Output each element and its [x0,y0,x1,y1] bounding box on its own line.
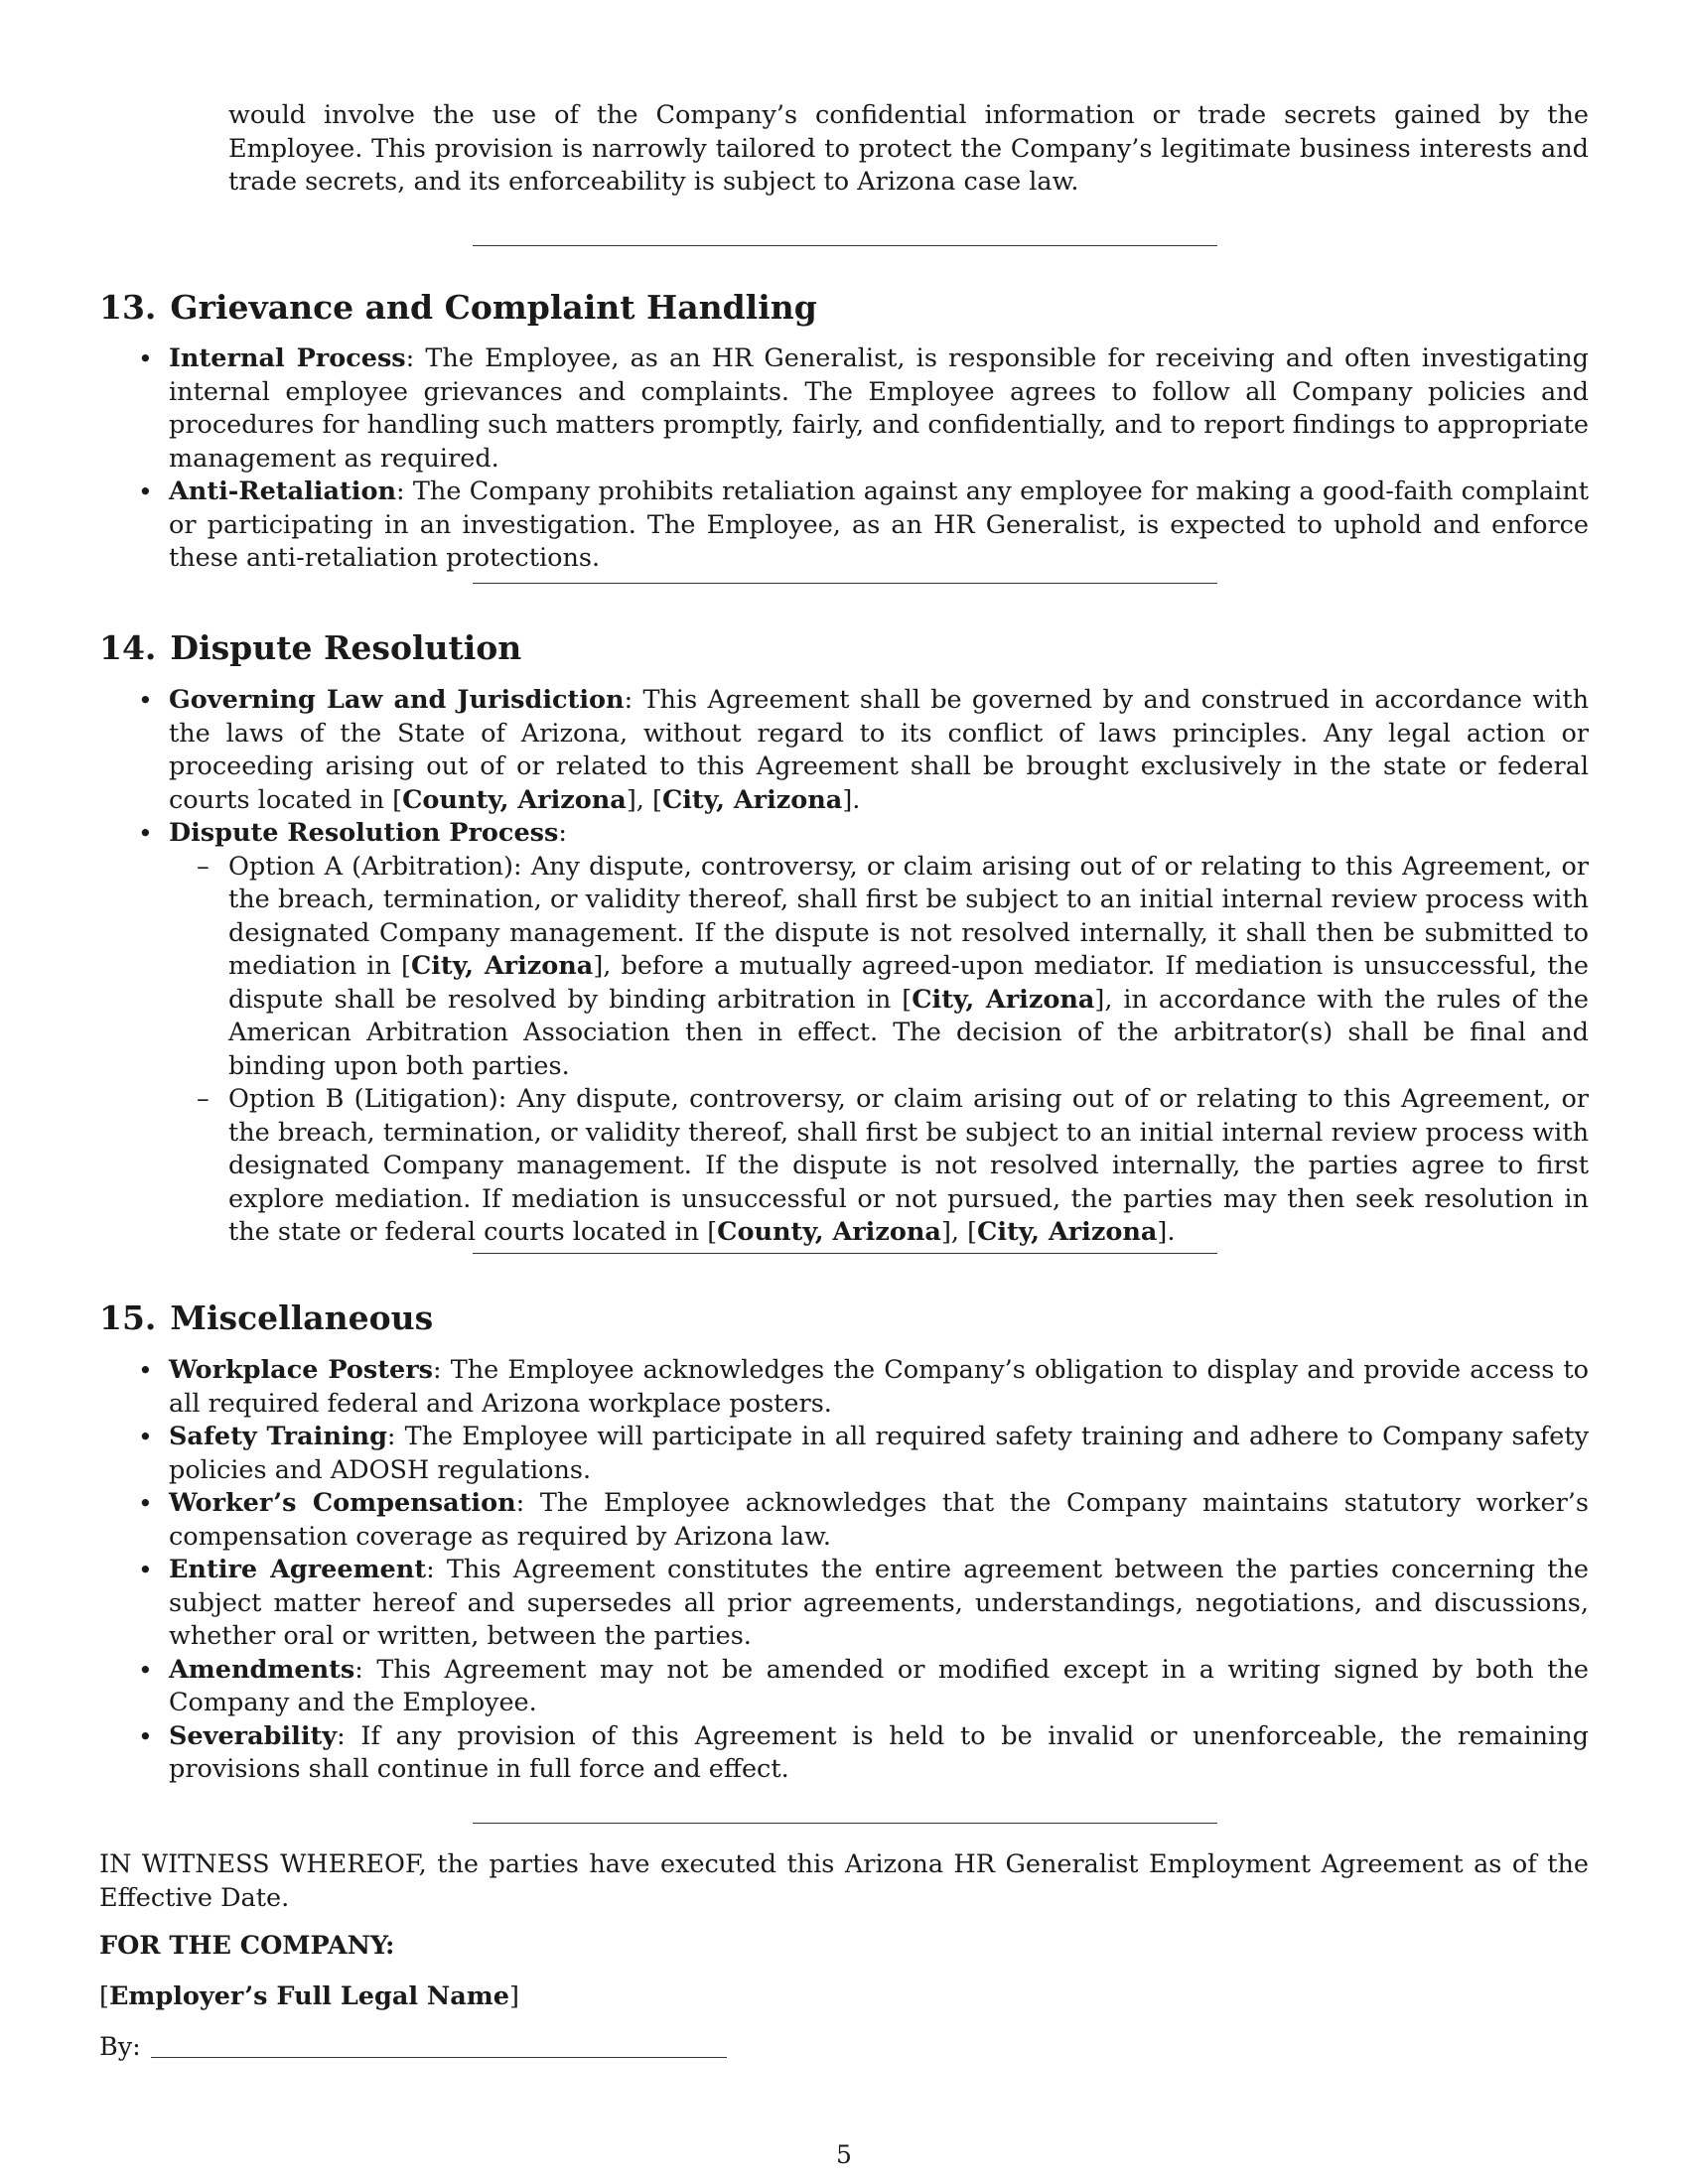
option-item [169,1083,1589,1250]
placeholder-city: City, Arizona [912,984,1095,1015]
item-text: : [558,818,567,848]
item-label: Anti-Retaliation [169,477,397,506]
signature-line[interactable] [151,2057,727,2058]
item-label: Workplace Posters [169,1355,433,1385]
list-item [99,684,1589,817]
item-label: Worker’s Compensation [169,1488,516,1518]
list-item [99,1354,1589,1421]
placeholder-city: City, Arizona [410,951,594,981]
item-text: : The Company prohibits retaliation against any employee for making a good-faith complaint or participating in an investigation. The Employee, as an HR Generalist, is expected to uphold and enforce these anti-retaliation protections. [169,477,1589,573]
placeholder-county: County, Arizona [717,1217,941,1247]
section-number: 13. [99,288,157,327]
item-label: Safety Training [169,1422,387,1451]
list-item [99,1421,1589,1487]
item-label: Internal Process [169,343,406,373]
section-title: Dispute Resolution [170,628,522,667]
section-divider [473,1823,1217,1824]
item-text: : This Agreement constitutes the entire agreement between the parties concerning the subject matter hereof and supersedes all prior agreements, understandings, negotiations, and discussions, whether oral or written, between the parties. [169,1555,1589,1651]
section-divider [473,245,1217,246]
document-page [99,0,1589,2184]
placeholder-county: County, Arizona [402,784,627,815]
page-number: 5 [836,2140,852,2169]
item-text: ], [ [626,784,662,815]
section-number: 15. [99,1298,157,1337]
bracket-close: ] [508,1981,519,2011]
item-text: : The Employee acknowledges that the Company maintains statutory worker’s compensation coverage as required by Arizona law. [169,1488,1589,1552]
list-item [99,817,1589,1250]
signature-line-row [99,2031,727,2065]
section-divider [473,583,1217,584]
placeholder-city: City, Arizona [977,1217,1158,1247]
section-13-list [99,342,1589,576]
section-title: Grievance and Complaint Handling [170,288,817,327]
item-text: : The Employee acknowledges the Company’s obligation to display and provide access to all required federal and Arizona workplace posters. [169,1355,1589,1419]
section-14-list [99,684,1589,1250]
option-text: ], before a mutually agreed-upon mediator. If mediation is unsuccessful, the dispute shall be resolved by binding arbitration in [ [228,951,1589,1015]
by-label: By: [99,2032,141,2062]
employer-name: Employer’s Full Legal Name [108,1981,509,2011]
option-text: Option A (Arbitration): Any dispute, controversy, or claim arising out of or relating to this Agreement, or the breach, termination, or validity thereof, shall first be subject to an initial internal review process with designated Company management. If the dispute is not resolved internally, it shall then be submitted to mediation in [ [228,851,1589,981]
section-13-heading [99,288,817,328]
item-text: : This Agreement shall be governed by and construed in accordance with the laws of the State of Arizona, without regard to its conflict of laws principles. Any legal action or proceeding arising out of or related to this Agreement shall be brought exclusively in the state or federal courts located in [ [169,685,1589,815]
item-text: : If any provision of this Agreement is held to be invalid or unenforceable, the remaining provisions shall continue in full force and effect. [169,1720,1589,1784]
option-text: ]. [1157,1217,1176,1247]
item-label: Amendments [169,1654,355,1685]
for-company-label: FOR THE COMPANY: [99,1931,395,1961]
item-label: Severability [169,1720,338,1751]
list-item [99,342,1589,476]
list-item [99,1487,1589,1554]
item-label: Dispute Resolution Process [169,818,559,848]
option-text: ], in accordance with the rules of the American Arbitration Association then in effect. The decision of the arbitrator(s) shall be final and binding upon both parties. [228,984,1589,1081]
section-divider [473,1253,1217,1254]
option-text: ], [ [940,1217,978,1247]
section-number: 14. [99,628,157,667]
option-text: Option B (Litigation): Any dispute, controversy, or claim arising out of or relating to this Agreement, or the breach, termination, or validity thereof, shall first be subject to an initial internal review process with designated Company management. If the dispute is not resolved internally, the parties agree to first explore mediation. If mediation is unsuccessful or not pursued, the parties may then seek resolution in the state or federal courts located in [ [228,1084,1589,1247]
item-label: Governing Law and Jurisdiction [169,685,625,715]
employer-name-placeholder [99,1980,519,2014]
section-15-heading [99,1298,433,1338]
bracket-open: [ [99,1981,109,2011]
item-text: : This Agreement may not be amended or modified except in a writing signed by both the Company and the Employee. [169,1654,1589,1717]
carryover-paragraph: would involve the use of the Company’s confidential information or trade secrets gained by the Employee. This provision is narrowly tailored to protect the Company’s legitimate business interests and trade secrets, and its enforceability is subject to Arizona case law. [228,100,1589,197]
witness-clause: IN WITNESS WHEREOF, the parties have executed this Arizona HR Generalist Employment Agreement as of the Effective Date. [99,1849,1589,1913]
option-item [169,851,1589,1084]
section-title: Miscellaneous [170,1298,434,1337]
section-15-list [99,1354,1589,1787]
item-text: ]. [842,784,861,815]
placeholder-city: City, Arizona [661,784,843,815]
section-14-heading [99,628,521,668]
list-item [99,1720,1589,1787]
option-list [169,851,1589,1250]
item-text: : The Employee, as an HR Generalist, is responsible for receiving and often investigating internal employee grievances and complaints. The Employee agrees to follow all Company policies and procedures for handling such matters promptly, fairly, and confidentially, and to report findings to appropriate management as required. [169,343,1589,474]
list-item [99,1554,1589,1654]
list-item [99,1654,1589,1720]
list-item [99,476,1589,576]
item-text: : The Employee will participate in all required safety training and adhere to Company safety policies and ADOSH regulations. [169,1422,1589,1485]
item-label: Entire Agreement [169,1555,427,1584]
